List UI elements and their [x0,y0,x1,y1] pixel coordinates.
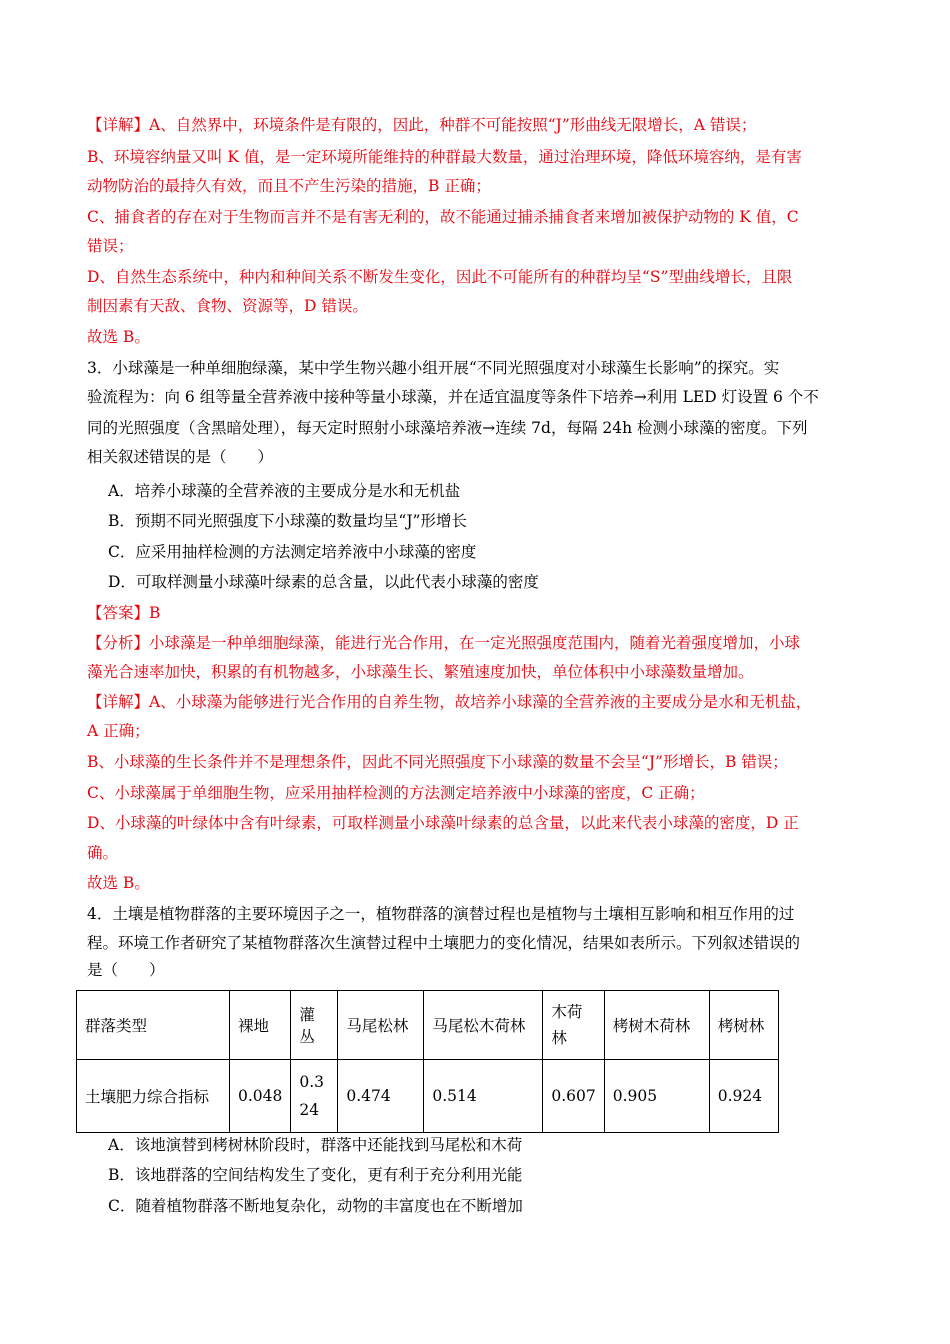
q3-detail-line: D、小球藻的叶绿体中含有叶绿素，可取样测量小球藻叶绿素的总含量，以此来代表小球藻的密度，D 正 [87,814,799,832]
q2-detail-line: B、环境容纳量又叫 K 值，是一定环境所能维持的种群最大数量，通过治理环境，降低环境容纳，是有害 [87,148,802,166]
q3-detail-line: 【详解】A、小球藻为能够进行光合作用的自养生物，故培养小球藻的全营养液的主要成分是水和无机盐， [87,693,812,711]
q4-stem: 4．土壤是植物群落的主要环境因子之一，植物群落的演替过程也是植物与土壤相互影响和相互作用的过 [87,905,795,923]
q3-stem: 相关叙述错误的是（ ） [87,448,274,466]
q4-option-a: A．该地演替到栲树林阶段时，群落中还能找到马尾松和木荷 [108,1136,523,1154]
table-header-row [77,991,779,1060]
table-cell: 0.474 [338,1060,424,1133]
table-row [77,1060,779,1133]
q4-stem: 程。环境工作者研究了某植物群落次生演替过程中土壤肥力的变化情况，结果如表所示。下列叙述错误的 [87,934,801,952]
q2-detail-line: 错误； [87,237,134,255]
table-header-cell: 马尾松林 [338,991,424,1060]
q3-detail-line: 确。 [87,844,119,862]
q3-analysis: 藻光合速率加快，积累的有机物越多，小球藻生长、繁殖速度加快，单位体积中小球藻数量增加。 [87,663,754,681]
q4-option-c: C．随着植物群落不断地复杂化，动物的丰富度也在不断增加 [108,1197,523,1215]
q3-detail-line: B、小球藻的生长条件并不是理想条件，因此不同光照强度下小球藻的数量不会呈“J”形增长，B 错误； [87,753,788,771]
q3-choose: 故选 B。 [87,874,150,892]
table-cell: 0.607 [543,1060,604,1133]
q3-option-d: D．可取样测量小球藻叶绿素的总含量，以此代表小球藻的密度 [108,573,539,591]
table-header-cell: 群落类型 [77,991,230,1060]
q3-stem: 同的光照强度（含黑暗处理），每天定时照射小球藻培养液→连续 7d，每隔 24h 检测小球藻的密度。下列 [87,419,808,437]
q3-option-a: A．培养小球藻的全营养液的主要成分是水和无机盐 [108,482,461,500]
soil-fertility-table [76,990,779,1133]
table-header-cell: 裸地 [230,991,291,1060]
q3-option-b: B．预期不同光照强度下小球藻的数量均呈“J”形增长 [108,512,467,530]
q2-detail-line: C、捕食者的存在对于生物而言并不是有害无利的，故不能通过捕杀捕食者来增加被保护动物的 K 值，C [87,208,799,226]
q3-analysis: 【分析】小球藻是一种单细胞绿藻，能进行光合作用，在一定光照强度范围内，随着光着强度增加，小球 [87,634,801,652]
q2-detail-line: 动物防治的最持久有效，而且不产生污染的措施，B 正确； [87,177,491,195]
q4-stem: 是（ ） [87,961,165,979]
q3-stem: 验流程为：向 6 组等量全营养液中接种等量小球藻，并在适宜温度等条件下培养→利用 LED 灯设置 6 个不 [87,388,819,406]
q2-choose: 故选 B。 [87,328,150,346]
q3-detail-line: C、小球藻属于单细胞生物，应采用抽样检测的方法测定培养液中小球藻的密度，C 正确； [87,784,705,802]
table-cell: 0.924 [709,1060,778,1133]
table-cell: 0.905 [604,1060,709,1133]
q4-option-b: B．该地群落的空间结构发生了变化，更有利于充分利用光能 [108,1166,523,1184]
table-header-cell: 栲树林 [709,991,778,1060]
table-cell: 0.048 [230,1060,291,1133]
table-header-cell: 马尾松木荷林 [424,991,543,1060]
q3-option-c: C．应采用抽样检测的方法测定培养液中小球藻的密度 [108,543,477,561]
table-header-cell: 栲树木荷林 [604,991,709,1060]
q3-detail-line: A 正确； [87,722,150,740]
table-cell: 土壤肥力综合指标 [77,1060,230,1133]
table-cell: 0.324 [291,1060,338,1133]
q2-detail-line: 制因素有天敌、食物、资源等，D 错误。 [87,297,368,315]
q2-detail-line: 【详解】A、自然界中，环境条件是有限的，因此，种群不可能按照“J”形曲线无限增长，A 错误； [87,116,757,134]
table-header-cell: 木荷林 [543,991,604,1060]
table-cell: 0.514 [424,1060,543,1133]
q2-detail-line: D、自然生态系统中，种内和种间关系不断发生变化，因此不可能所有的种群均呈“S”型曲线增长，且限 [87,268,793,286]
q3-answer: 【答案】B [87,604,161,622]
q3-stem: 3．小球藻是一种单细胞绿藻，某中学生物兴趣小组开展“不同光照强度对小球藻生长影响”的探究。实 [87,359,780,377]
table-header-cell: 灌丛 [291,991,338,1060]
